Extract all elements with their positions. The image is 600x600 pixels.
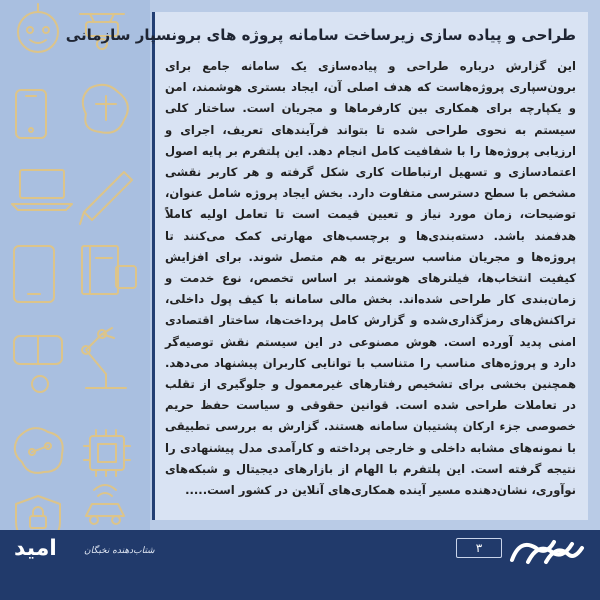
pen-icon bbox=[80, 172, 132, 224]
brand-tagline: شتاب‌دهنده نخبگان bbox=[84, 546, 155, 556]
robot-arm-icon bbox=[82, 328, 126, 388]
brain-circuit-icon bbox=[15, 428, 63, 473]
chip-brain-icon bbox=[83, 85, 128, 133]
cpu-icon bbox=[84, 430, 130, 476]
article-panel bbox=[65, 12, 588, 520]
decorative-side-panel bbox=[0, 0, 150, 600]
vr-headset-icon bbox=[14, 336, 62, 392]
robot-head-icon bbox=[18, 4, 58, 52]
wave-logo-icon bbox=[506, 534, 586, 566]
brand-name: امید bbox=[14, 536, 57, 561]
autonomous-car-icon bbox=[86, 485, 124, 524]
footer-bar bbox=[0, 530, 600, 600]
laptop-icon bbox=[12, 170, 72, 210]
book-icon bbox=[82, 246, 136, 294]
smartphone-icon bbox=[16, 90, 46, 138]
article-title: طراحی و پیاده سازی زیرساخت سامانه پروژه های برونسپار سازمانی bbox=[65, 26, 576, 44]
tablet-icon bbox=[14, 246, 54, 302]
article-body: این گزارش درباره طراحی و پیاده‌سازی یک سامانه جامع برای برون‌سپاری پروژه‌هاست که هدف اصلی آن، ایجاد بستری هوشمند، امن و یکپارچه برای همکاری بین کارفرماها و مجریان است. ساختار کلی سیستم به نحوی طراحی شده تا بتواند فرآیندهای تعریف، اجرای و ارزیابی پروژه‌ها را با شفافیت کامل انجام دهد. این پلتفرم بر پایه اصول اعتمادسازی و تسهیل ارتباطات کاری شکل گرفته و هر کاربر نقشی مشخص با سطح دسترسی متفاوت دارد. بخش ایجاد پروژه شامل عنوان، توضیحات، زمان مورد نیاز و تعیین قیمت است تا تعامل اولیه کاملاً هدفمند باشد. دسته‌بندی‌ها و برچسب‌های مهارتی کمک می‌کنند تا پروژه‌ها و مجریان مناسب سریع‌تر به هم متصل شوند. برای افزایش کیفیت انتخاب‌ها، فیلترهای هوشمند بر اساس تخصص، نوع خدمت و زمان‌بندی کار طراحی شده‌اند. بخش مالی سامانه با کیف پول داخلی، تراکنش‌های رمزگذاری‌شده و گزارش کامل پرداخت‌ها، ساختار اقتصادی امنی پدید آورده است. هوش مصنوعی در این سیستم نقش توصیه‌گر دارد و پروژه‌های مناسب را متناسب با توانایی کاربران پیشنهاد می‌دهد. همچنین بخشی برای تشخیص رفتارهای غیرمعمول و جلوگیری از تقلب در تعاملات طراحی شده است. قوانین حقوقی و سیاست حفظ حریم خصوصی جزء ارکان پشتیبان سامانه هستند. گزارش به بررسی تطبیقی با نمونه‌های مشابه داخلی و خارجی پرداخته و کارآمدی مدل پیشنهادی را نتیجه گرفته است. این پلتفرم با الهام از بازارهای دیجیتال و شبکه‌های نوآوری، نشان‌دهنده مسیر آینده همکاری‌های آنلاین در کشور است..... bbox=[165, 59, 576, 498]
page-number: ۳ bbox=[456, 538, 502, 558]
